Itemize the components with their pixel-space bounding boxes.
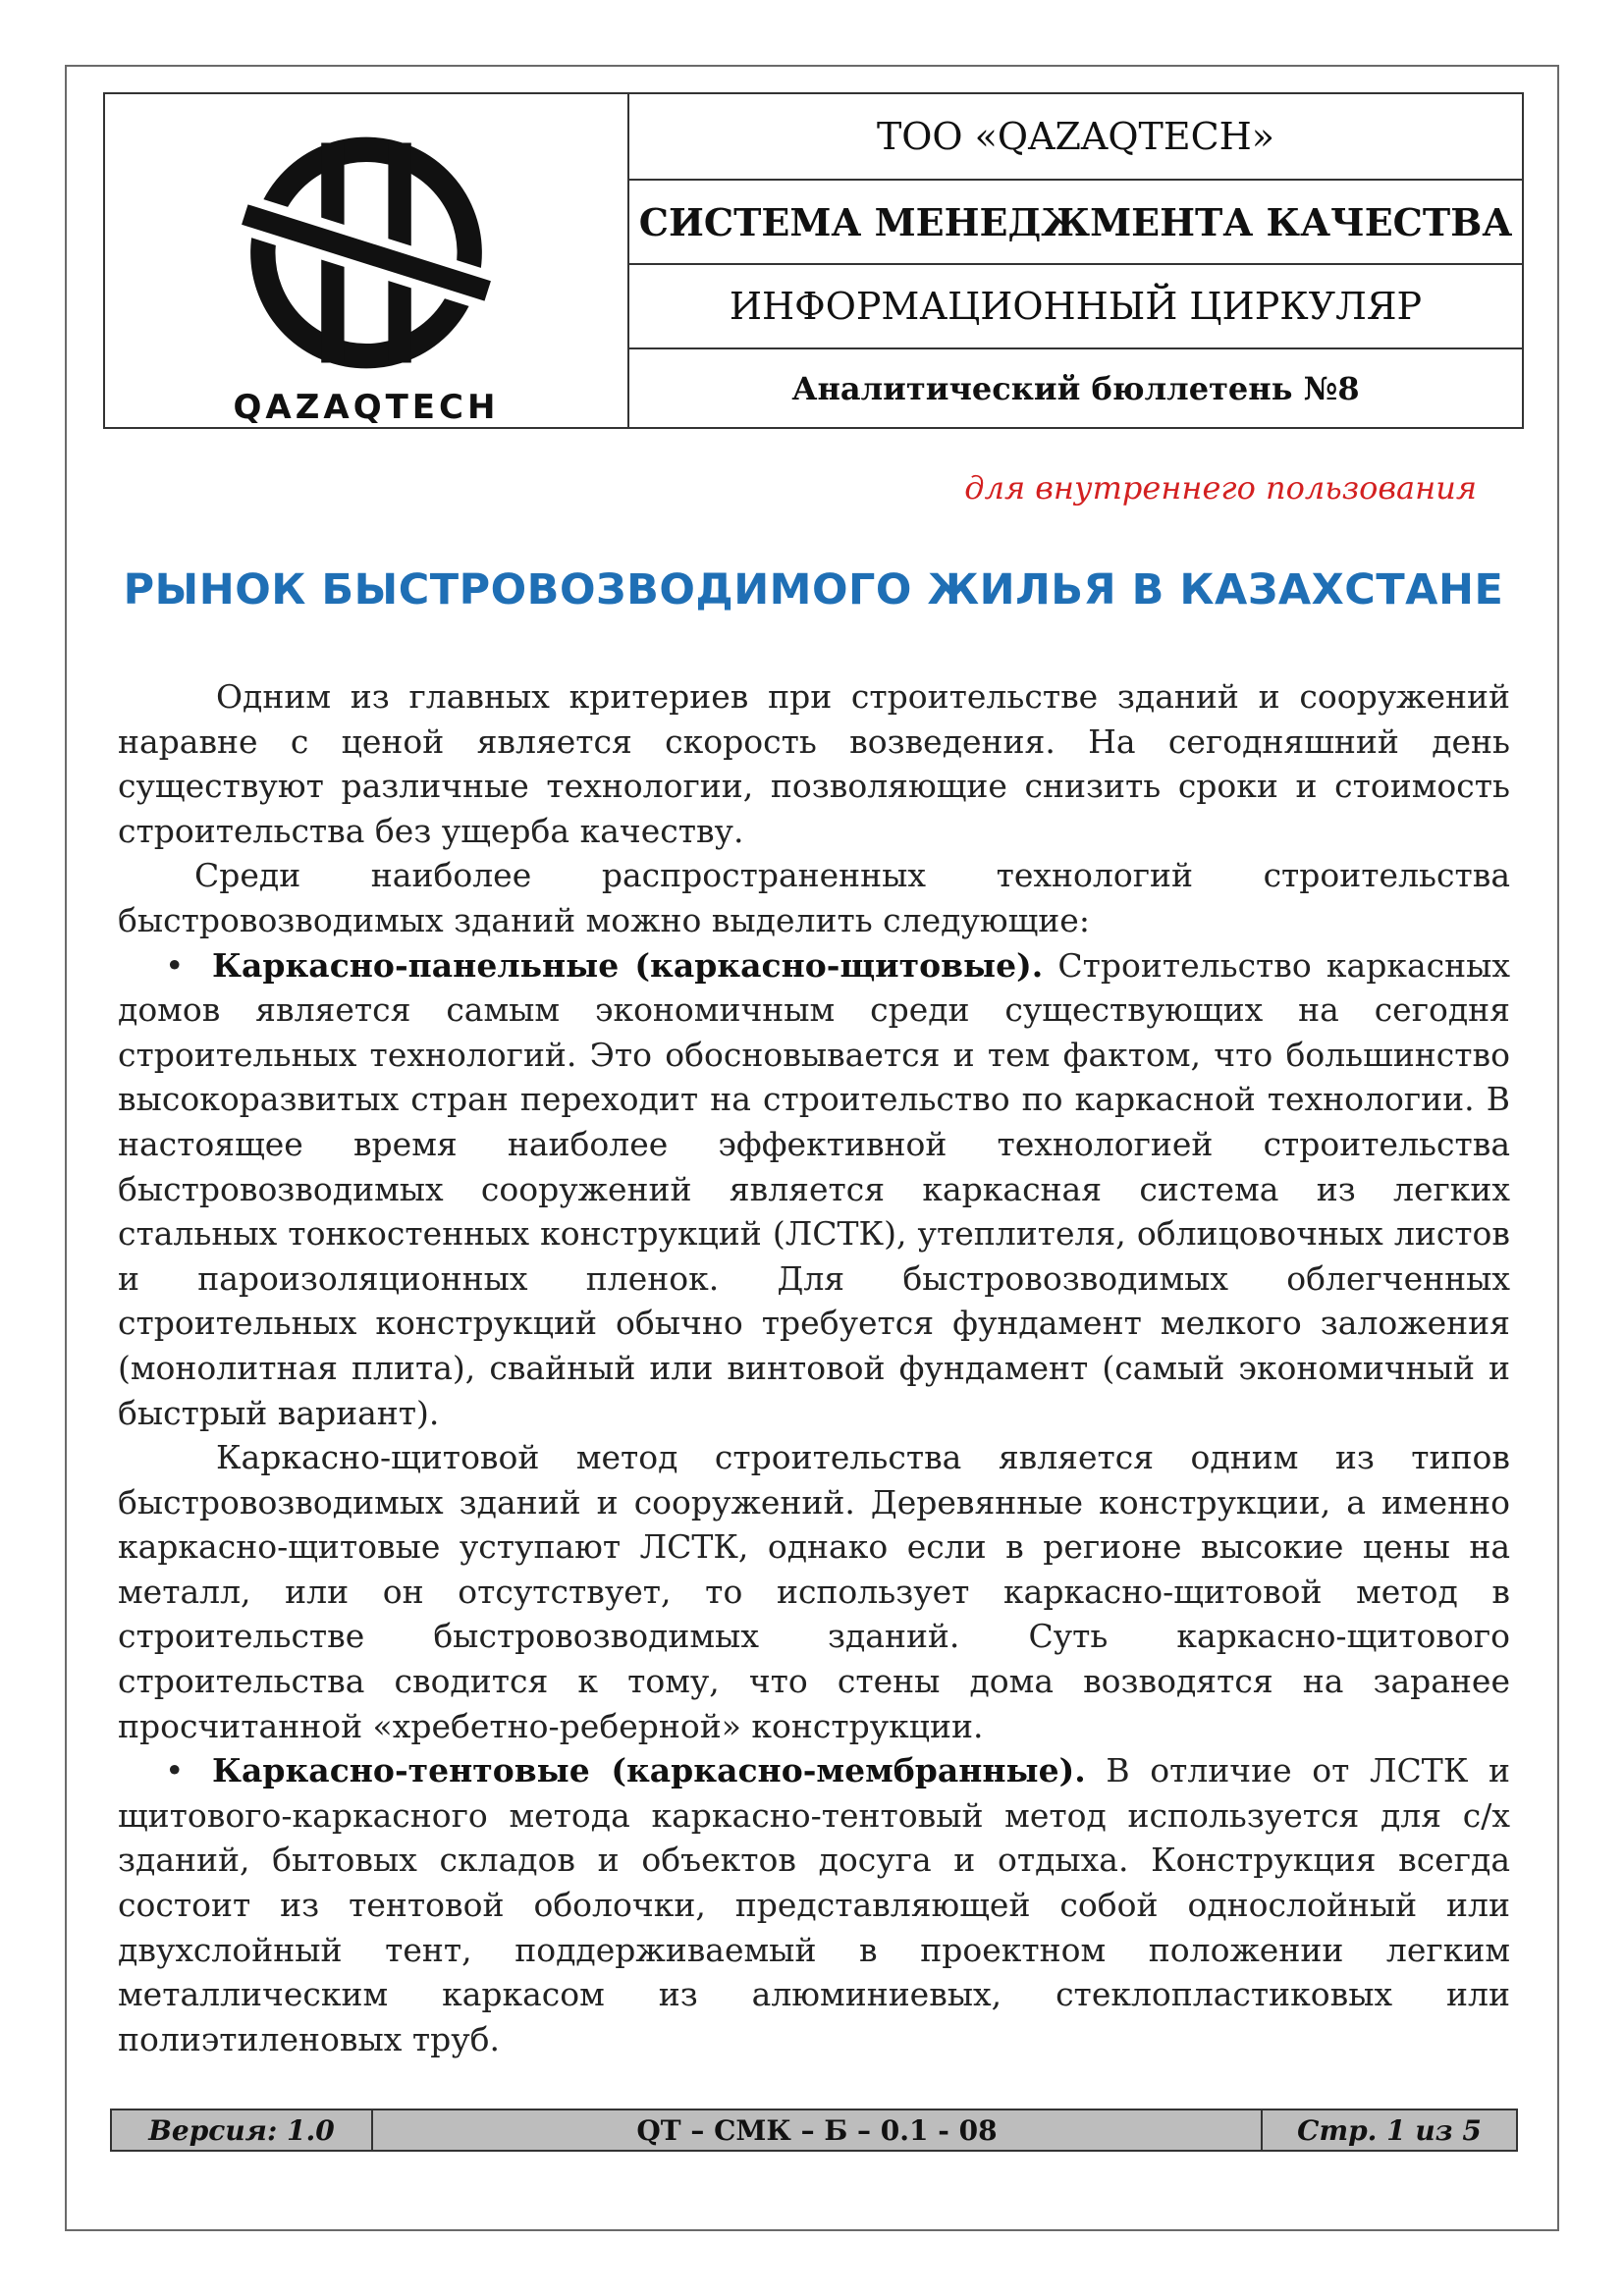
logo-text: QAZAQTECH — [233, 388, 500, 427]
footer-version: Версия: 1.0 — [112, 2110, 373, 2150]
company-name: ТОО «QAZAQTECH» — [629, 94, 1522, 181]
document-body — [118, 674, 1510, 2061]
bullet-heading: Каркасно-тентовые (каркасно-мембранные). — [212, 1751, 1086, 1790]
bulletin-number: Аналитический бюллетень №8 — [791, 369, 1360, 407]
system-name: СИСТЕМА МЕНЕДЖМЕНТА КАЧЕСТВА — [629, 181, 1522, 265]
paragraph-intro: Одним из главных критериев при строительстве зданий и сооружений наравне с ценой является скорость возведения. На сегодняшний день существуют различные технологии, позволяющие снизить сроки и стоимость строительства без ущерба качеству. — [118, 677, 1510, 850]
logo-cell — [105, 94, 629, 427]
bullet-item-frame-tent — [118, 1748, 1510, 2061]
bullet-icon: • — [165, 945, 185, 985]
header-table — [103, 92, 1524, 429]
bullet-text: Строительство каркасных домов является самым экономичным среди существующих на сегодня строительных технологий. Это обосновывается и тем фактом, что большинство высокоразвитых стран переходит на строительство по каркасной технологии. В настоящее время наиболее эффективной технологией строительства быстровозводимых сооружений является каркасная система из легких стальных тонкостенных конструкций (ЛСТК), утеплителя, облицовочных листов и пароизоляционных пленок. Для быстровозводимых облегченных строительных конструкций обычно требуется фундамент мелкого заложения (монолитная плита), свайный или винтовой фундамент (самый экономичный и быстрый вариант). — [118, 945, 1510, 1432]
footer-table — [110, 2109, 1518, 2152]
internal-use-note: для внутреннего пользования — [964, 469, 1477, 507]
footer-page-number: Стр. 1 из 5 — [1297, 2113, 1482, 2147]
header-info — [629, 94, 1522, 427]
bullet-item-frame-panel — [118, 943, 1510, 1436]
footer-doc-code: QT – СМК – Б – 0.1 - 08 — [373, 2110, 1263, 2150]
bullet-text: В отличие от ЛСТК и щитового-каркасного метода каркасно-тентовый метод используется для с/х зданий, бытовых складов и объектов досуга и отдыха. Конструкция всегда состоит из тентовой оболочки, представляющей собой однослойный или двухслойный тент, поддерживаемый в проектном положении легким металлическим каркасом из алюминиевых, стеклопластиковых или полиэтиленовых труб. — [118, 1751, 1510, 2058]
paragraph-frame-shield: Каркасно-щитовой метод строительства является одним из типов быстровозводимых зданий и сооружений. Деревянные конструкции, а именно каркасно-щитовые уступают ЛСТК, однако если в регионе высокие цены на металл, или он отсутствует, то использует каркасно-щитовой метод в строительстве быстровозводимых зданий. Суть каркасно-щитового строительства сводится к тому, что стены дома возводятся на заранее просчитанной «хребетно-реберной» конструкции. — [118, 1438, 1510, 1745]
doc-type: ИНФОРМАЦИОННЫЙ ЦИРКУЛЯР — [629, 265, 1522, 349]
bullet-icon: • — [165, 1751, 185, 1790]
qazaqtech-logo-icon — [234, 124, 499, 382]
paragraph-list-intro: Среди наиболее распространенных технологий строительства быстровозводимых зданий можно выделить следующие: — [118, 856, 1510, 939]
bullet-heading: Каркасно-панельные (каркасно-щитовые). — [212, 945, 1044, 985]
document-title: РЫНОК БЫСТРОВОЗВОДИМОГО ЖИЛЬЯ В КАЗАХСТАНЕ — [123, 565, 1504, 614]
